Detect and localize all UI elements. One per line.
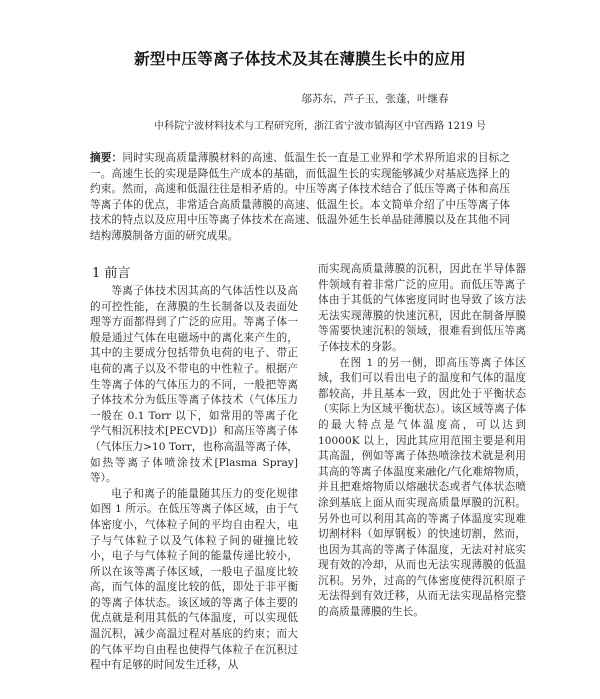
abstract — [90, 151, 510, 244]
right-column — [318, 262, 526, 621]
paper-affiliation: 中科院宁波材料技术与工程研究所，浙江省宁波市镇海区中官西路 1219 号 — [154, 121, 486, 132]
paragraph: 在图 1 的另一侧，即高压等离子体区域，我们可以看出电子的温度和气体的温度都较高，并且基本一致，因此处于平衡状态（实际上为区域平衡状态）。该区域等离子体的最大特点是气体温度高，可以达到 10000K 以上，因此其应用范围主要是利用其高温，例如等离子体热喷涂技术就是利用其高的等离子体温度来融化/气化难熔物质，并且把难熔物质以熔融状态或者气体状态喷涂到基底上面从而实现高质量厚膜的沉积。另外也可以利用其高的等离子体温度实现难切割材料（如厚钢板）的快速切割，然而，也因为其高的等离子体温度，无法对衬底实现有效的冷却，从而也无法实现薄膜的低温沉积。另外，过高的气体密度使得沉积原子无法得到有效迁移，从而无法实现晶格完整的高质量薄膜的生长。 — [318, 356, 526, 619]
left-column — [90, 284, 298, 674]
abstract-text: 同时实现高质量薄膜材料的高速、低温生长一直是工业界和学术界所追求的目标之一。高速生长的实现是降低生产成本的基础，而低温生长的实现能够减少对基底选择上的约束。然而，高速和低温往往是相矛盾的。中压等离子体技术结合了低压等离子体和高压等离子体的优点，非常适合高质量薄膜的高速、低温生长。本文简单介绍了中压等离子体技术的特点以及应用中压等离子体技术在高速、低温外延生长单晶硅薄膜以及在其他不同结构薄膜制备方面的研究成果。 — [90, 152, 511, 242]
section-heading-intro: 1 前言 — [92, 266, 131, 281]
paper-title: 新型中压等离子体技术及其在薄膜生长中的应用 — [134, 50, 466, 68]
paragraph: 电子和离子的能量随其压力的变化规律如图 1 所示。在低压等离子体区域，由于气体密度小，气体粒子间的平均自由程大，电子与气体粒子以及气体粒子间的碰撞比较小，电子与气体粒子间的能量传递比较小，所以在该等离子体区域，一般电子温度比较高，而气体的温度比较的低，即处于非平衡的等离子体状态。该区域的等离子体主要的优点就是利用其低的气体温度，可以实现低温沉积，减少高温过程对基底的约束；而大的气体平均自由程也使得气体粒子在沉积过程中有足够的时间发生迁移，从 — [90, 487, 298, 672]
paragraph: 而实现高质量薄膜的沉积，因此在半导体器件领域有着非常广泛的应用。而低压等离子体由于其低的气体密度同时也导致了该方法无法实现薄膜的快速沉积，因此在制备厚膜等需要快速沉积的领域，很难看到低压等离子体技术的身影。 — [318, 263, 526, 353]
paper-authors: 邬苏东，芦子玉，张蓬，叶继春 — [301, 93, 449, 105]
paragraph: 等离子体技术因其高的气体活性以及高的可控性能，在薄膜的生长制备以及表面处理等方面都得到了广泛的应用。等离子体一般是通过气体在电磁场中的离化来产生的，其中的主要成分包括带负电荷的电子、带正电荷的离子以及不带电的中性粒子。根据产生等离子体的气体压力的不同，一般把等离子体技术分为低压等离子体技术（气体压力一般在 0.1 Torr 以下，如常用的等离子化学气相沉积技术[PECVD]）和高压等离子体（气体压力>10 Torr，也称高温等离子体，如热等离子体喷涂技术[Plasma Spray]等）。 — [90, 285, 298, 485]
abstract-label: 摘要： — [90, 152, 123, 164]
